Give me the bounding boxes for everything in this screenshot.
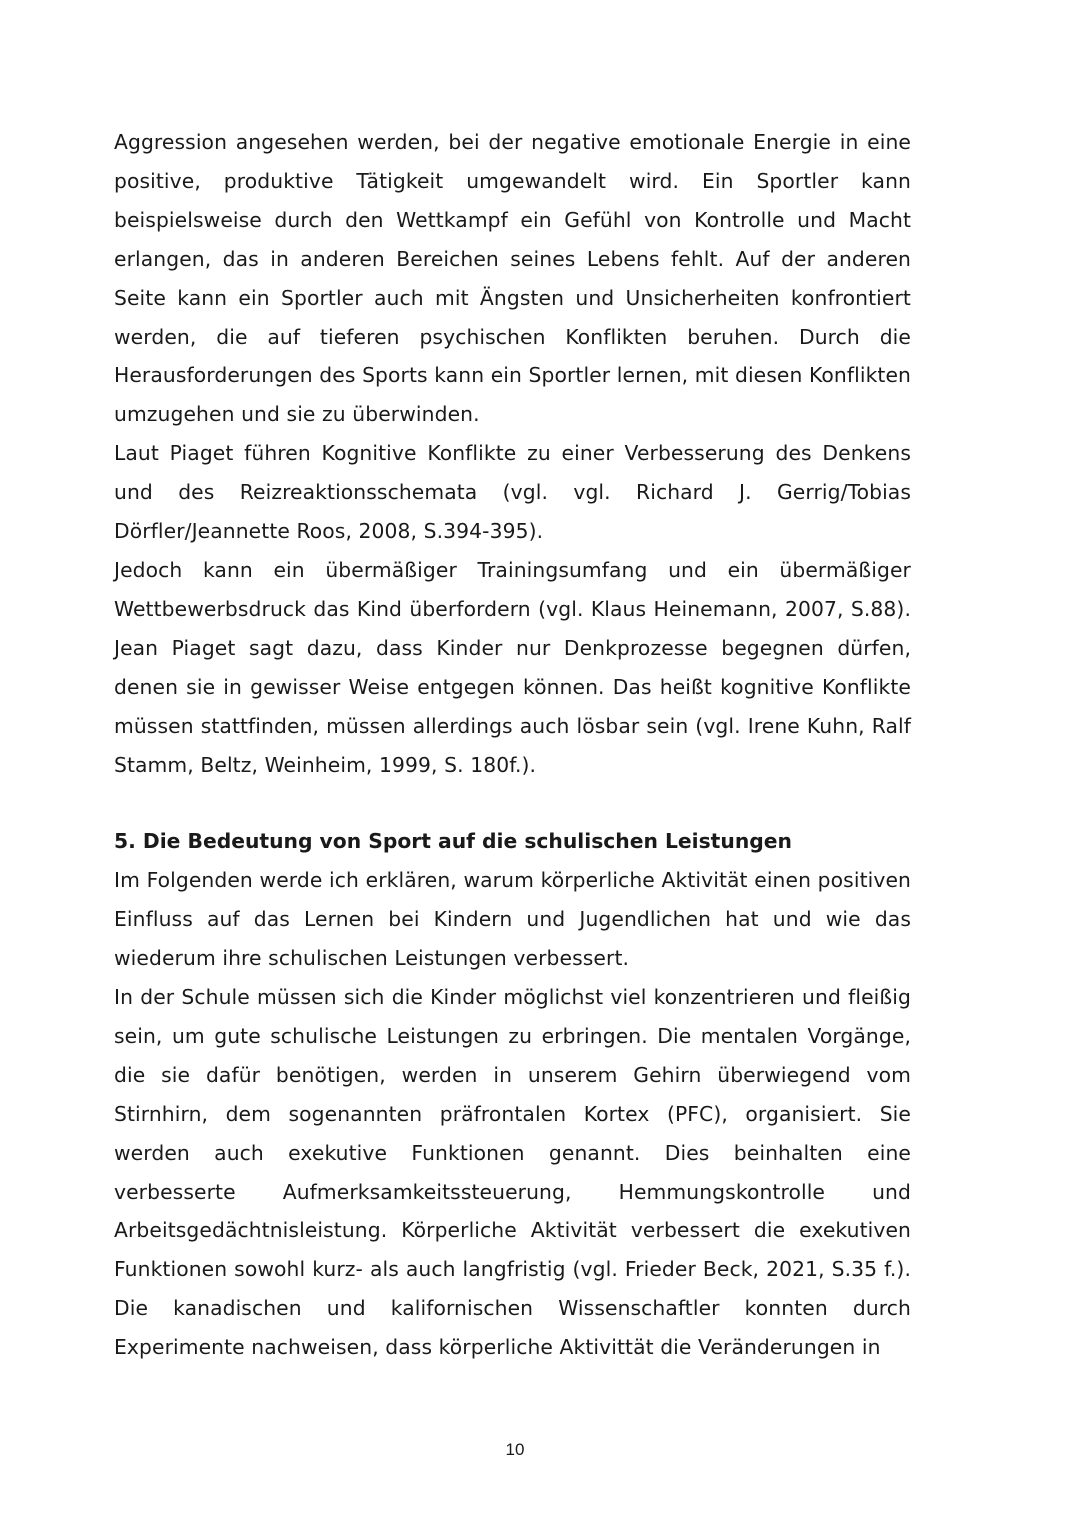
page-body (114, 123, 911, 1367)
paragraph-training-overload: Jedoch kann ein übermäßiger Trainingsumfang und ein übermäßiger Wettbewerbsdruck das Kind überfordern (vgl. Klaus Heinemann, 2007, S.88). Jean Piaget sagt dazu, dass Kinder nur Denkprozesse begegnen dürfen, denen sie in gewisser Weise entgegen können. Das heißt kognitive Konflikte müssen stattfinden, müssen allerdings auch lösbar sein (vgl. Irene Kuhn, Ralf Stamm, Beltz, Weinheim, 1999, S. 180f.). (114, 557, 911, 777)
section-heading: 5. Die Bedeutung von Sport auf die schulischen Leistungen (114, 829, 792, 854)
paragraph-introduction: Im Folgenden werde ich erklären, warum körperliche Aktivität einen positiven Einfluss auf das Lernen bei Kindern und Jugendlichen hat und wie das wiederum ihre schulischen Leistungen verbessert. (114, 868, 911, 971)
section-spacer (114, 784, 911, 822)
paragraph-piaget-conflicts: Laut Piaget führen Kognitive Konflikte zu einer Verbesserung des Denkens und des Reizreaktionsschemata (vgl. vgl. Richard J. Gerrig/Tobias Dörfler/Jeannette Roos, 2008, S.394-395). (114, 441, 911, 544)
paragraph-aggression: Aggression angesehen werden, bei der negative emotionale Energie in eine positive, produktive Tätigkeit umgewandelt wird. Ein Sportler kann beispielsweise durch den Wettkampf ein Gefühl von Kontrolle und Macht erlangen, das in anderen Bereichen seines Lebens fehlt. Auf der anderen Seite kann ein Sportler auch mit Ängsten und Unsicherheiten konfrontiert werden, die auf tieferen psychischen Konflikten beruhen. Durch die Herausforderungen des Sports kann ein Sportler lernen, mit diesen Konflikten umzugehen und sie zu überwinden. (114, 130, 911, 427)
paragraph-executive-functions: In der Schule müssen sich die Kinder möglichst viel konzentrieren und fleißig sein, um gute schulische Leistungen zu erbringen. Die mentalen Vorgänge, die sie dafür benötigen, werden in unserem Gehirn überwiegend vom Stirnhirn, dem sogenannten präfrontalen Kortex (PFC), organisiert. Sie werden auch exekutive Funktionen genannt. Dies beinhalten eine verbesserte Aufmerksamkeitssteuerung, Hemmungskontrolle und Arbeitsgedächtnisleistung. Körperliche Aktivität verbessert die exekutiven Funktionen sowohl kurz- als auch langfristig (vgl. Frieder Beck, 2021, S.35 f.). Die kanadischen und kalifornischen Wissenschaftler konnten durch Experimente nachweisen, dass körperliche Aktivittät die Veränderungen in (114, 985, 911, 1360)
page-number: 10 (505, 1440, 525, 1459)
